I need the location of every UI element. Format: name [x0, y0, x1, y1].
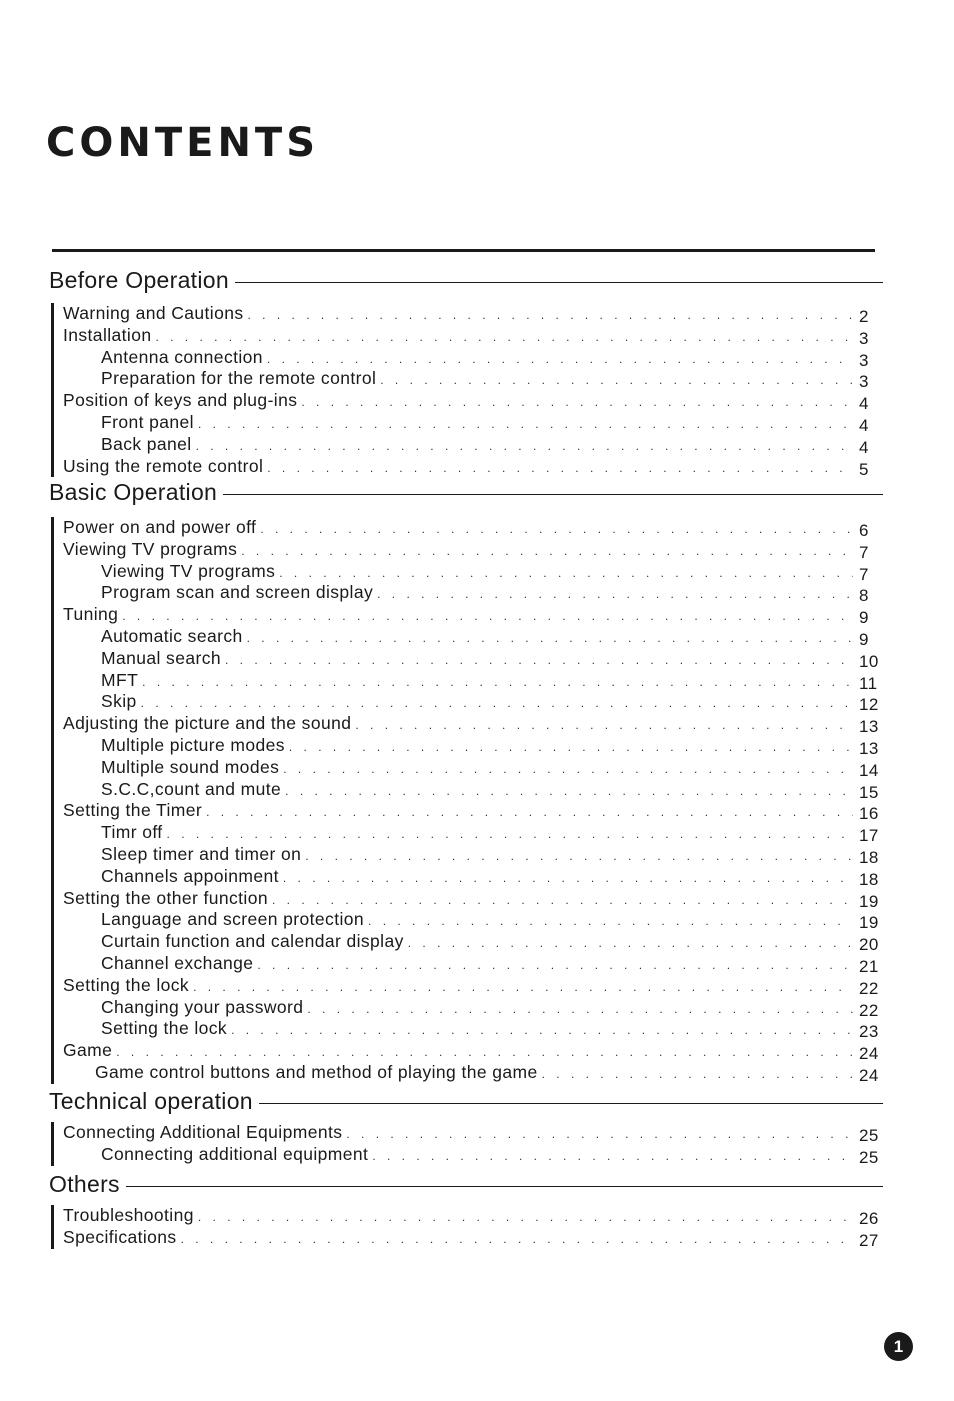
toc-entry-page: 12 [859, 695, 879, 715]
section-header [49, 265, 883, 295]
toc-entry [54, 539, 883, 561]
toc-entry-page: 6 [859, 521, 869, 540]
toc-entry-label: Connecting additional equipment [101, 1143, 369, 1164]
toc-entry [54, 1144, 883, 1166]
dot-leader [303, 999, 853, 1021]
toc-entry-page: 3 [859, 328, 869, 348]
dot-leader [301, 846, 853, 868]
section-others [49, 1169, 883, 1249]
toc-entry [54, 582, 883, 604]
toc-entry-page: 19 [859, 891, 879, 911]
toc-entry-label: Changing your password [101, 996, 304, 1017]
toc-entry-label: Preparation for the remote control [101, 368, 377, 389]
toc-entry-label: Curtain function and calendar display [101, 931, 404, 952]
toc-entry-page: 18 [859, 847, 879, 867]
section-title: Others [49, 1170, 120, 1197]
toc-entry [54, 909, 883, 931]
toc-entry-label: Viewing TV programs [63, 538, 238, 559]
section-entries [51, 1205, 883, 1249]
toc-entry [54, 670, 883, 692]
toc-entry [54, 713, 883, 735]
toc-entry-label: Game [63, 1040, 113, 1061]
toc-entry [54, 1062, 883, 1084]
toc-entry-page: 22 [859, 1000, 879, 1020]
toc-entry-page: 18 [859, 869, 879, 889]
toc-entry-label: Language and screen protection [101, 909, 365, 930]
toc-entry [54, 390, 883, 412]
toc-entry-page: 8 [859, 586, 869, 606]
section-header [49, 477, 883, 507]
toc-entry-label: Game control buttons and method of playing the game [95, 1061, 538, 1082]
dot-leader [279, 868, 853, 890]
dot-leader [279, 759, 853, 781]
toc-entry-label: Connecting Additional Equipments [63, 1122, 343, 1142]
toc-entry [54, 844, 883, 866]
toc-entry-page: 21 [859, 956, 879, 976]
toc-entry-page: 25 [859, 1126, 879, 1145]
section-title: Technical operation [49, 1087, 253, 1114]
dot-leader [189, 977, 853, 999]
toc-entry-label: Antenna connection [101, 346, 263, 367]
toc-entry-page: 2 [859, 307, 869, 326]
section-before-operation [49, 265, 883, 477]
dot-leader [263, 349, 853, 371]
toc-entry-label: Skip [101, 691, 137, 712]
dot-leader [297, 392, 853, 414]
toc-entry-label: Multiple sound modes [101, 756, 280, 777]
toc-entry-page: 19 [859, 913, 879, 933]
toc-entry-page: 23 [859, 1022, 879, 1042]
toc-entry [54, 1122, 883, 1144]
section-rule [126, 1186, 883, 1187]
toc-entry [54, 1205, 883, 1227]
toc-entry [54, 604, 883, 626]
dot-leader [256, 519, 853, 541]
section-rule [235, 282, 883, 283]
toc-entry [54, 561, 883, 583]
toc-entry-label: Back panel [101, 433, 192, 454]
toc-entry [54, 779, 883, 801]
toc-entry-page: 13 [859, 738, 879, 758]
toc-entry [54, 888, 883, 910]
toc-entry-label: MFT [101, 669, 139, 690]
toc-entry-page: 9 [859, 608, 869, 628]
toc-entry-page: 14 [859, 760, 879, 780]
toc-entry-page: 15 [859, 782, 879, 802]
toc-entry [54, 931, 883, 953]
dot-leader [538, 1064, 853, 1086]
dot-leader [227, 1020, 853, 1042]
toc-entry-page: 4 [859, 394, 869, 414]
dot-leader [275, 563, 853, 585]
toc-entry [54, 800, 883, 822]
dot-leader [138, 672, 853, 694]
toc-entry-label: Manual search [101, 647, 221, 668]
toc-entry [54, 691, 883, 713]
toc-entry [54, 325, 883, 347]
toc-entry-label: Power on and power off [63, 517, 257, 537]
section-header [49, 1169, 883, 1199]
toc-entry [54, 997, 883, 1019]
title-divider [52, 249, 875, 252]
toc-entry-page: 10 [859, 651, 879, 671]
dot-leader [192, 436, 853, 458]
dot-leader [281, 781, 853, 803]
toc-entry-page: 3 [859, 350, 869, 370]
toc-entry-label: Setting the Timer [63, 800, 203, 821]
toc-entry [54, 347, 883, 369]
section-title: Before Operation [49, 266, 229, 293]
toc-entry-label: Setting the lock [101, 1018, 228, 1039]
toc-entry [54, 412, 883, 434]
toc-entry-page: 11 [859, 673, 878, 693]
dot-leader [237, 541, 853, 563]
toc-entry-page: 20 [859, 935, 879, 955]
toc-entry-label: Specifications [63, 1226, 177, 1247]
section-technical-operation [49, 1086, 883, 1166]
toc-entry-label: Multiple picture modes [101, 734, 285, 755]
toc-entry [54, 866, 883, 888]
toc-entry [54, 975, 883, 997]
toc-entry-label: Automatic search [101, 625, 243, 646]
section-header [49, 1086, 883, 1116]
toc-entry-label: Channels appoinment [101, 865, 279, 886]
toc-entry-page: 24 [859, 1044, 879, 1064]
toc-entry [54, 1018, 883, 1040]
toc-entry-page: 3 [859, 372, 869, 392]
dot-leader [194, 1207, 853, 1229]
toc-entry-label: Position of keys and plug-ins [63, 390, 298, 411]
toc-entry [54, 953, 883, 975]
section-title: Basic Operation [49, 478, 218, 505]
toc-entry-page: 26 [859, 1209, 879, 1228]
dot-leader [376, 370, 853, 392]
toc-entry [54, 1040, 883, 1062]
toc-entry-label: Viewing TV programs [101, 560, 276, 581]
page-title: CONTENTS [46, 120, 320, 166]
toc-entry-label: Channel exchange [101, 952, 254, 973]
toc-entry-page: 4 [859, 437, 869, 457]
dot-leader [244, 305, 853, 327]
toc-entry [54, 368, 883, 390]
toc-entry-label: Setting the other function [63, 887, 268, 908]
dot-leader [285, 737, 853, 759]
toc-entry-label: Front panel [101, 411, 194, 432]
toc-entry [54, 434, 883, 456]
dot-leader [177, 1229, 853, 1251]
toc-entry [54, 822, 883, 844]
dot-leader [112, 1042, 853, 1064]
dot-leader [137, 693, 853, 715]
section-rule [259, 1103, 883, 1104]
toc-entry-label: Program scan and screen display [101, 582, 374, 603]
dot-leader [404, 933, 853, 955]
section-entries [51, 1122, 883, 1166]
toc-entry-label: Adjusting the picture and the sound [63, 713, 352, 734]
section-entries [51, 517, 883, 1084]
toc-entry-page: 16 [859, 804, 879, 824]
dot-leader [373, 584, 853, 606]
toc-entry-label: S.C.C,count and mute [101, 778, 282, 799]
dot-leader [151, 327, 853, 349]
dot-leader [221, 650, 853, 672]
dot-leader [342, 1124, 853, 1146]
dot-leader [268, 890, 853, 912]
toc-entry-page: 22 [859, 978, 879, 998]
dot-leader [118, 606, 853, 628]
toc-entry [54, 735, 883, 757]
toc-entry [54, 648, 883, 670]
dot-leader [243, 628, 853, 650]
toc-entry-page: 17 [859, 826, 879, 846]
dot-leader [202, 802, 853, 824]
toc-entry [54, 757, 883, 779]
toc-entry-label: Timr off [101, 822, 163, 843]
toc-entry-label: Troubleshooting [63, 1205, 194, 1225]
toc-entry-page: 9 [859, 629, 869, 649]
toc-entry-page: 5 [859, 459, 869, 479]
toc-entry [54, 626, 883, 648]
toc-entry-page: 27 [859, 1230, 879, 1250]
toc-entry-label: Sleep timer and timer on [101, 843, 302, 864]
dot-leader [351, 715, 853, 737]
toc-entry-label: Warning and Cautions [63, 303, 244, 323]
toc-entry [54, 1227, 883, 1249]
toc-entry [54, 456, 883, 478]
section-entries [51, 303, 883, 477]
dot-leader [364, 911, 853, 933]
dot-leader [368, 1146, 853, 1168]
dot-leader [194, 414, 853, 436]
toc-entry-label: Setting the lock [63, 974, 190, 995]
toc-entry-label: Tuning [63, 604, 119, 625]
toc-entry-page: 7 [859, 564, 869, 584]
toc-entry [54, 517, 883, 539]
toc-entry-page: 7 [859, 542, 869, 562]
toc-entry-page: 25 [859, 1147, 879, 1167]
toc-entry-page: 4 [859, 415, 869, 435]
toc-entry-label: Using the remote control [63, 455, 264, 476]
toc-entry-page: 13 [859, 717, 879, 737]
section-rule [223, 494, 883, 495]
toc-entry [54, 303, 883, 325]
toc-entry-label: Installation [63, 324, 152, 345]
dot-leader [253, 955, 853, 977]
dot-leader [163, 824, 853, 846]
section-basic-operation [49, 477, 883, 1084]
page-number-badge: 1 [884, 1332, 913, 1361]
toc-entry-page: 24 [859, 1065, 879, 1085]
